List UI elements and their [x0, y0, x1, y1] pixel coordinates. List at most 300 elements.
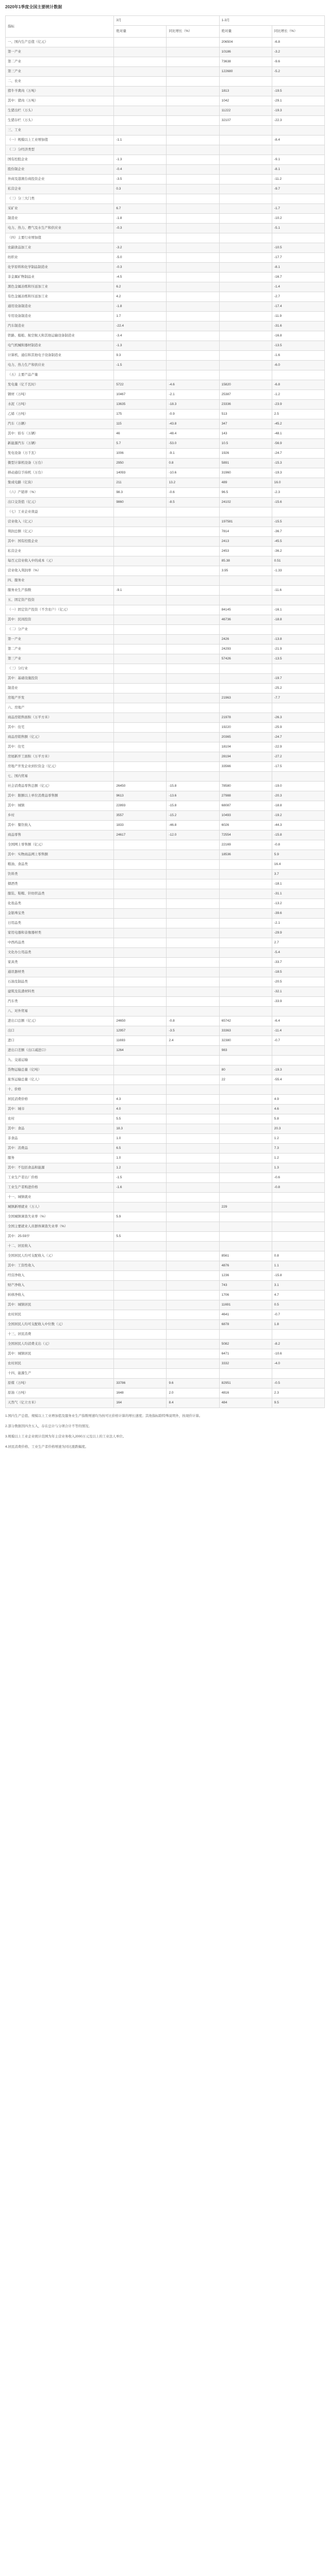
row-value: -56.9 — [272, 439, 324, 449]
row-value — [167, 282, 219, 292]
row-value: 1833 — [114, 821, 167, 831]
row-label: （一）固定资产投资（不含农户）（亿元） — [6, 605, 114, 615]
row-value — [272, 77, 324, 87]
row-value — [114, 625, 167, 635]
row-value: -1.3 — [114, 155, 167, 165]
row-label: 五、固定资产投资 — [6, 596, 114, 605]
row-value: 22893 — [114, 801, 167, 811]
row-label: 利润总额（亿元） — [6, 527, 114, 537]
table-row — [6, 390, 325, 400]
row-label: 非金属矿物制品业 — [6, 273, 114, 282]
row-value: 7.3 — [272, 1144, 324, 1154]
row-value: -9.1 — [167, 449, 219, 459]
row-label: 农村居民 — [6, 1310, 114, 1320]
row-value: -20.5 — [272, 977, 324, 987]
row-value — [219, 273, 272, 282]
row-value: -0.3 — [114, 263, 167, 273]
table-row — [6, 801, 325, 811]
table-row — [6, 556, 325, 566]
row-value — [114, 1085, 167, 1095]
table-row — [6, 67, 325, 77]
table-row — [6, 1300, 325, 1310]
header-month1to3: 1-3月 — [219, 16, 324, 26]
table-row — [6, 1065, 325, 1075]
table-row — [6, 77, 325, 87]
row-value — [219, 155, 272, 165]
row-value: 82951 — [219, 1379, 272, 1388]
table-row — [6, 361, 325, 370]
row-value — [167, 321, 219, 331]
row-value: 1926 — [219, 449, 272, 459]
row-value — [219, 331, 272, 341]
row-label: 烟酒类 — [6, 879, 114, 889]
row-label: 九、交通运输 — [6, 1056, 114, 1065]
row-value: -3.4 — [114, 331, 167, 341]
row-value: 1706 — [219, 1291, 272, 1300]
row-value — [167, 1232, 219, 1242]
row-value: -15.8 — [272, 831, 324, 840]
row-label: 移动通信手持机（万台） — [6, 468, 114, 478]
row-value — [167, 57, 219, 67]
row-label: 其中：住宅 — [6, 723, 114, 733]
table-row — [6, 782, 325, 791]
table-row — [6, 175, 325, 184]
row-label: 生猪出栏（万头） — [6, 106, 114, 116]
row-value — [219, 889, 272, 899]
row-value — [114, 1300, 167, 1310]
row-value: -15.3 — [272, 459, 324, 468]
row-label: 钢材（万吨） — [6, 390, 114, 400]
row-value — [167, 1075, 219, 1085]
row-value — [167, 958, 219, 968]
row-value: -8.4 — [272, 135, 324, 145]
row-value — [167, 1291, 219, 1300]
row-value: 5.9 — [114, 1212, 167, 1222]
row-label: 居民消费价格 — [6, 1095, 114, 1105]
table-row — [6, 596, 325, 605]
row-label: 集成电路（亿块） — [6, 478, 114, 488]
row-value: 22 — [219, 1075, 272, 1085]
row-value — [114, 1369, 167, 1379]
table-row — [6, 155, 325, 165]
row-value: -1.5 — [114, 1173, 167, 1183]
row-value: -0.6 — [272, 1173, 324, 1183]
row-value: 27988 — [219, 791, 272, 801]
row-label: 服装、鞋帽、针纺织品类 — [6, 889, 114, 899]
row-value: 20.3 — [272, 1124, 324, 1134]
document-title: 2020年1季度全国主要统计数据 — [5, 5, 62, 9]
row-label: 其中：实物商品网上零售额 — [6, 850, 114, 860]
row-value: -36.7 — [272, 527, 324, 537]
row-value — [219, 224, 272, 233]
row-value: -2.7 — [272, 292, 324, 302]
row-value — [167, 273, 219, 282]
row-value: 24617 — [114, 831, 167, 840]
row-value: -4.5 — [114, 273, 167, 282]
row-value: -24.7 — [272, 449, 324, 459]
table-row — [6, 224, 325, 233]
row-value: -9.1 — [272, 155, 324, 165]
row-label: 转移净收入 — [6, 1291, 114, 1300]
row-label: 采矿业 — [6, 204, 114, 214]
row-value — [114, 1291, 167, 1300]
row-value: -0.5 — [272, 1379, 324, 1388]
table-row — [6, 1193, 325, 1202]
row-value: 24102 — [219, 498, 272, 507]
row-value: -6.8 — [272, 380, 324, 390]
table-row — [6, 1202, 325, 1212]
row-label: 财产净收入 — [6, 1281, 114, 1291]
row-value: 78580 — [219, 782, 272, 791]
row-value — [272, 1242, 324, 1251]
row-label: 第三产业 — [6, 654, 114, 664]
row-value: 1042 — [219, 96, 272, 106]
row-value — [219, 1193, 272, 1202]
table-row — [6, 273, 325, 282]
table-row — [6, 165, 325, 175]
row-value: 2.4 — [167, 1036, 219, 1046]
row-label: 第一产业 — [6, 635, 114, 645]
row-value: 0.8 — [167, 459, 219, 468]
table-row — [6, 1144, 325, 1154]
table-row — [6, 733, 325, 742]
row-value: -11.2 — [272, 175, 324, 184]
row-value: 73638 — [219, 57, 272, 67]
row-value — [114, 517, 167, 527]
row-value — [114, 57, 167, 67]
row-value — [167, 772, 219, 782]
row-value: -0.8 — [167, 1016, 219, 1026]
row-value: 1.0 — [114, 1134, 167, 1144]
table-row — [6, 1056, 325, 1065]
row-value: 9613 — [114, 791, 167, 801]
row-label: 一、国内生产总值（亿元） — [6, 38, 114, 47]
row-value: 0.3 — [114, 184, 167, 194]
row-value — [114, 566, 167, 576]
row-value: 211 — [114, 478, 167, 488]
row-value — [114, 576, 167, 586]
row-value: 10186 — [219, 47, 272, 57]
row-value — [167, 1261, 219, 1271]
table-row — [6, 1163, 325, 1173]
row-value — [167, 840, 219, 850]
row-label: 每百元营业收入中的成本（元） — [6, 556, 114, 566]
row-value: 143 — [219, 429, 272, 439]
row-value — [114, 1349, 167, 1359]
footnote: 3.规模以上工业企业统计范围为年主营业务收入2000万元及以上的工业法人单位。 — [5, 1435, 126, 1438]
row-value: -1.2 — [272, 390, 324, 400]
row-value — [167, 1183, 219, 1193]
table-row — [6, 537, 325, 547]
row-value — [167, 615, 219, 625]
row-value — [167, 850, 219, 860]
row-value — [167, 997, 219, 1007]
row-value: -1.7 — [272, 204, 324, 214]
row-value — [219, 860, 272, 870]
row-value — [114, 1251, 167, 1261]
row-value — [114, 77, 167, 87]
row-value: -4.0 — [272, 1359, 324, 1369]
table-row — [6, 889, 325, 899]
row-label: 乡村 — [6, 811, 114, 821]
row-value: -22.4 — [114, 321, 167, 331]
table-row — [6, 1085, 325, 1095]
row-value: 7814 — [219, 527, 272, 537]
row-value: 11691 — [219, 1300, 272, 1310]
table-row — [6, 57, 325, 67]
row-value — [167, 1320, 219, 1330]
row-label: （四）主要行业增加值 — [6, 233, 114, 243]
row-value: 46 — [114, 429, 167, 439]
row-value: -7.7 — [272, 693, 324, 703]
row-value — [167, 331, 219, 341]
row-label: 国有控股企业 — [6, 155, 114, 165]
row-value: 11693 — [114, 1036, 167, 1046]
row-value: 1.0 — [114, 1154, 167, 1163]
row-value — [272, 1202, 324, 1212]
table-row — [6, 948, 325, 958]
row-value — [167, 1349, 219, 1359]
row-value — [167, 899, 219, 909]
row-label: 原油（万吨） — [6, 1388, 114, 1398]
row-value: 25387 — [219, 390, 272, 400]
row-value: -43.8 — [167, 419, 219, 429]
table-row — [6, 321, 325, 331]
row-value — [219, 321, 272, 331]
row-value — [167, 919, 219, 928]
row-label: 中西药品类 — [6, 938, 114, 948]
row-value — [167, 370, 219, 380]
table-row — [6, 1114, 325, 1124]
row-value — [219, 233, 272, 243]
row-value — [167, 253, 219, 263]
row-value — [219, 77, 272, 87]
row-value — [114, 674, 167, 684]
row-label: 其中：城市 — [6, 1105, 114, 1114]
row-value: -4.6 — [167, 380, 219, 390]
row-label: 石油及制品类 — [6, 977, 114, 987]
row-value: -24.7 — [272, 733, 324, 742]
row-label: 汽车制造业 — [6, 321, 114, 331]
row-label: 其中：国有控股企业 — [6, 537, 114, 547]
table-row — [6, 282, 325, 292]
row-label: 乙烯（万吨） — [6, 410, 114, 419]
row-value: -9.6 — [272, 57, 324, 67]
row-value: -5.0 — [114, 253, 167, 263]
table-row — [6, 419, 325, 429]
row-value: 3.7 — [272, 870, 324, 879]
row-value — [219, 1114, 272, 1124]
table-row — [6, 1016, 325, 1026]
row-value: -20.3 — [272, 791, 324, 801]
row-label: 股份制企业 — [6, 165, 114, 175]
row-value — [219, 263, 272, 273]
row-value — [272, 576, 324, 586]
row-value — [114, 1056, 167, 1065]
row-value — [219, 194, 272, 204]
row-value — [219, 928, 272, 938]
row-value: 4641 — [219, 1310, 272, 1320]
row-value — [114, 116, 167, 126]
row-value — [219, 909, 272, 919]
row-value — [114, 87, 167, 96]
row-value — [114, 664, 167, 674]
row-value: 5.7 — [114, 439, 167, 449]
row-label: 其中：食品 — [6, 1124, 114, 1134]
row-value: -6.8 — [272, 38, 324, 47]
row-value: 6471 — [219, 1349, 272, 1359]
row-value — [272, 1193, 324, 1202]
table-row — [6, 459, 325, 468]
row-value: 31960 — [219, 468, 272, 478]
row-value: 122680 — [219, 67, 272, 77]
row-label: 其中：基础设施投资 — [6, 674, 114, 684]
row-value: 175 — [114, 410, 167, 419]
row-value — [167, 596, 219, 605]
row-value — [272, 145, 324, 155]
row-value — [114, 938, 167, 948]
table-row — [6, 811, 325, 821]
row-value — [167, 165, 219, 175]
row-value — [272, 1330, 324, 1340]
row-value: -15.8 — [167, 782, 219, 791]
table-row — [6, 380, 325, 390]
row-label: 服务 — [6, 1154, 114, 1163]
row-value — [219, 664, 272, 674]
row-value: 1648 — [114, 1388, 167, 1398]
row-value — [114, 370, 167, 380]
table-row — [6, 410, 325, 419]
row-label: 通用设备制造业 — [6, 302, 114, 312]
table-row — [6, 1359, 325, 1369]
row-value: -10.2 — [272, 214, 324, 224]
row-value: 2426 — [219, 635, 272, 645]
row-value — [114, 1310, 167, 1320]
row-label: 文化办公用品类 — [6, 948, 114, 958]
row-value — [167, 693, 219, 703]
header-absolute: 绝对量 — [114, 26, 167, 38]
row-value: 1.8 — [272, 1320, 324, 1330]
row-value — [167, 1163, 219, 1173]
row-value — [272, 596, 324, 605]
row-value: 743 — [219, 1281, 272, 1291]
row-label: 全国主要就业人员群体调查失业率（%） — [6, 1222, 114, 1232]
row-value — [219, 938, 272, 948]
table-row — [6, 116, 325, 126]
table-row — [6, 899, 325, 909]
row-value — [167, 733, 219, 742]
row-value: -13.5 — [272, 654, 324, 664]
row-label: 制造业 — [6, 214, 114, 224]
table-row — [6, 928, 325, 938]
header-indicator: 指标 — [6, 16, 114, 38]
row-value: -12.0 — [167, 831, 219, 840]
row-value: 16.4 — [272, 860, 324, 870]
row-label: 其中：轿车（万辆） — [6, 429, 114, 439]
row-label: 进出口总额（亿元） — [6, 1016, 114, 1026]
row-value — [114, 194, 167, 204]
row-value — [272, 126, 324, 135]
row-value — [114, 958, 167, 968]
row-value: -19.7 — [272, 674, 324, 684]
row-value: -9.1 — [114, 586, 167, 596]
row-label: 铁路、船舶、航空航天和其他运输设备制造业 — [6, 331, 114, 341]
row-label: 通讯器材类 — [6, 968, 114, 977]
row-value: -0.6 — [167, 488, 219, 498]
row-value: 3.1 — [272, 1281, 324, 1291]
row-label: 其中：城镇 — [6, 801, 114, 811]
row-value: -22.3 — [272, 116, 324, 126]
row-value — [114, 919, 167, 928]
table-row — [6, 547, 325, 556]
table-row — [6, 527, 325, 537]
row-value — [219, 351, 272, 361]
row-label: 黑色金属冶炼和压延加工业 — [6, 282, 114, 292]
row-value — [167, 126, 219, 135]
row-value: 19220 — [219, 723, 272, 733]
row-value — [167, 517, 219, 527]
row-value — [272, 1369, 324, 1379]
row-value — [114, 1359, 167, 1369]
row-value: 206504 — [219, 38, 272, 47]
table-row — [6, 958, 325, 968]
row-value: -18.3 — [167, 400, 219, 410]
row-value — [167, 860, 219, 870]
row-label: 其中：25-59岁 — [6, 1232, 114, 1242]
table-row — [6, 870, 325, 879]
row-value: -13.5 — [272, 341, 324, 351]
row-label: 房屋新开工面积（万平方米） — [6, 752, 114, 762]
row-value: 9.3 — [114, 351, 167, 361]
row-label: 货物运输总量（亿吨） — [6, 1065, 114, 1075]
row-value: 2.7 — [272, 938, 324, 948]
row-value — [167, 576, 219, 586]
table-row — [6, 47, 325, 57]
row-value: 1.7 — [114, 312, 167, 321]
row-value — [167, 1065, 219, 1075]
row-value: 15820 — [219, 380, 272, 390]
row-value: -23.9 — [272, 400, 324, 410]
row-label: 微型计算机设备（万台） — [6, 459, 114, 468]
row-value — [114, 899, 167, 909]
row-value: -15.6 — [272, 498, 324, 507]
row-value — [167, 1095, 219, 1105]
row-value: -10.6 — [167, 468, 219, 478]
row-value: 6.2 — [114, 282, 167, 292]
row-value: 13.2 — [167, 478, 219, 488]
row-value: -11.9 — [272, 312, 324, 321]
row-label: 家用电器和音像器材类 — [6, 928, 114, 938]
row-label: 第二产业 — [6, 57, 114, 67]
row-value — [219, 175, 272, 184]
row-value: 85.38 — [219, 556, 272, 566]
table-row — [6, 468, 325, 478]
row-value: 5.9 — [272, 850, 324, 860]
row-value — [167, 351, 219, 361]
row-value: -16.8 — [272, 331, 324, 341]
row-value: -0.3 — [114, 224, 167, 233]
row-value — [167, 1134, 219, 1144]
row-value — [167, 1222, 219, 1232]
table-row — [6, 1340, 325, 1349]
row-value — [167, 67, 219, 77]
row-value — [114, 693, 167, 703]
row-value: -19.3 — [272, 468, 324, 478]
row-value: 489 — [219, 478, 272, 488]
row-value: 84145 — [219, 605, 272, 615]
table-row — [6, 126, 325, 135]
table-row — [6, 1369, 325, 1379]
